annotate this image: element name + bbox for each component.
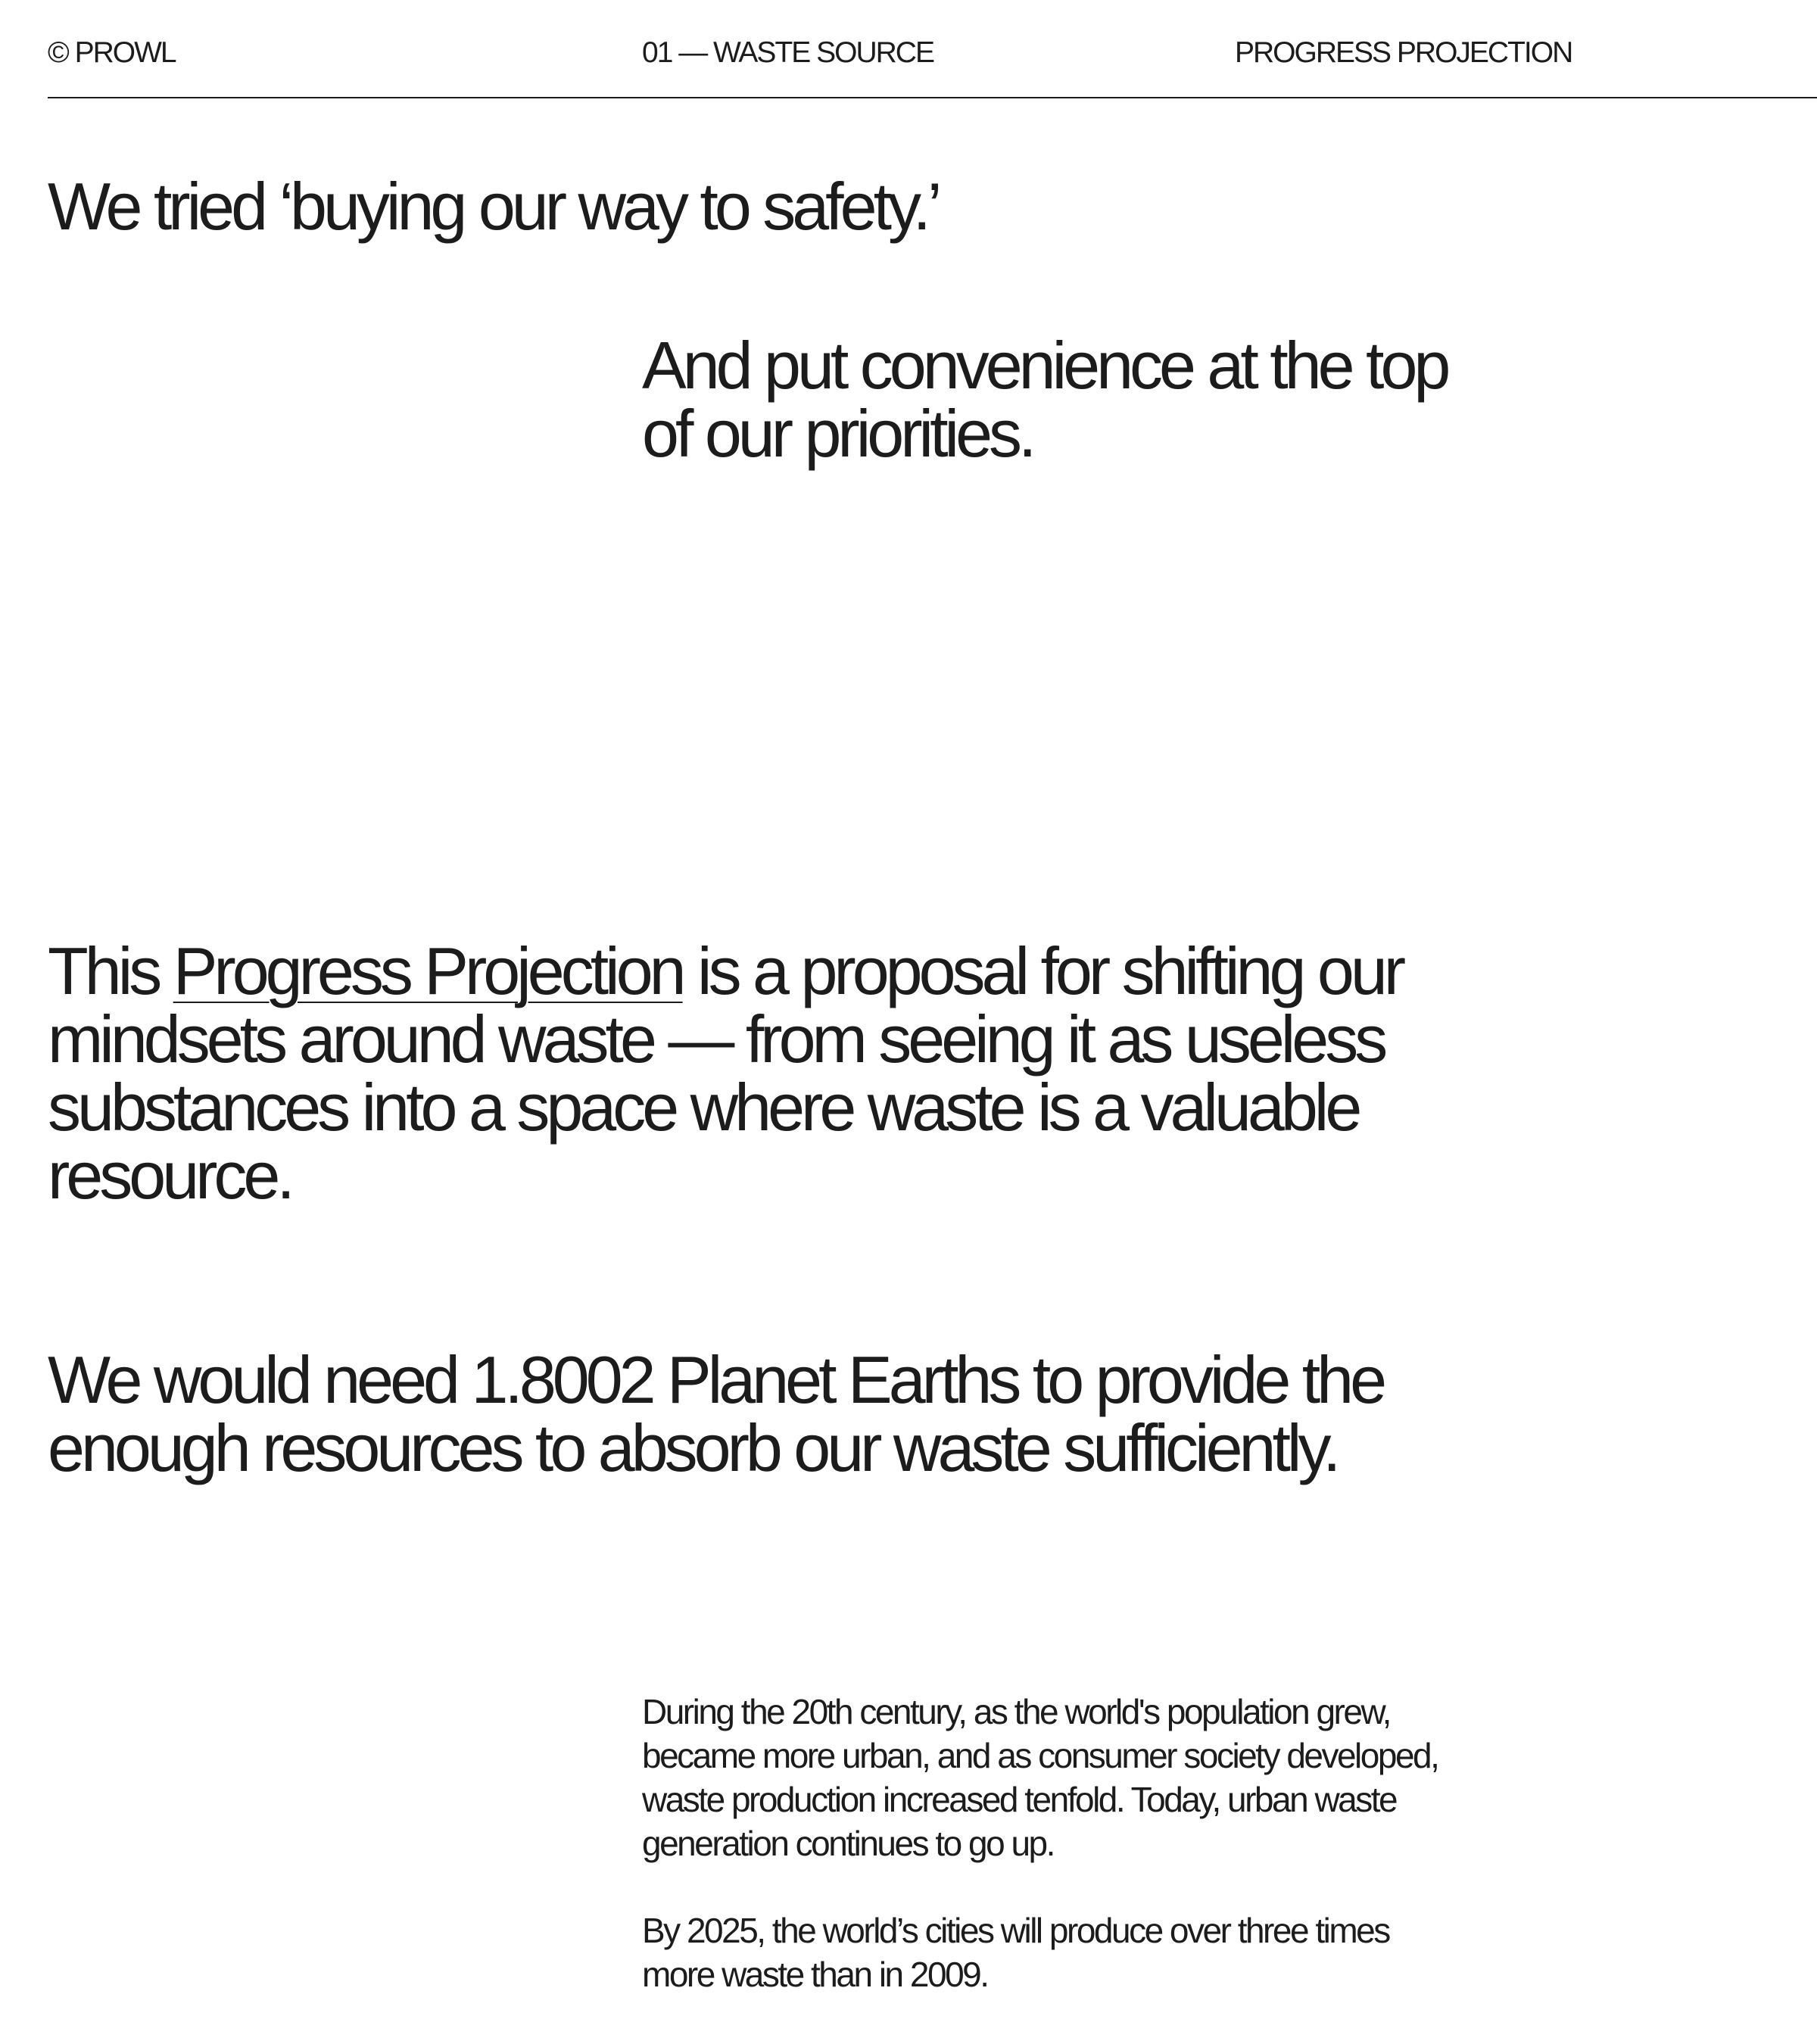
- waste-history-paragraph: [642, 1690, 1520, 1865]
- proposal-line-1-rest: is a proposal for shifting our: [682, 933, 1403, 1008]
- progress-projection-link[interactable]: Progress Projection: [173, 933, 683, 1008]
- waste-forecast-line-2: more waste than in 2009.: [642, 1955, 988, 1994]
- proposal-prefix: This: [48, 933, 173, 1008]
- section-label: 01 — WASTE SOURCE: [642, 36, 933, 69]
- headline-buying-safety: [48, 169, 939, 244]
- headline-buying-safety-text: We tried ‘buying our way to safety.’: [48, 169, 939, 244]
- proposal-line-2: mindsets around waste — from seeing it as useless: [48, 1002, 1385, 1077]
- waste-history-line-1: During the 20th century, as the world's population grew,: [642, 1692, 1390, 1731]
- project-title-link[interactable]: PROGRESS PROJECTION: [1235, 36, 1572, 69]
- waste-history-line-4: generation continues to go up.: [642, 1824, 1054, 1863]
- proposal-line-3: substances into a space where waste is a valuable: [48, 1070, 1359, 1145]
- brand-copyright[interactable]: © PROWL: [48, 36, 176, 69]
- headline-convenience: [642, 328, 1448, 471]
- proposal-line-4: resource.: [48, 1138, 291, 1213]
- planet-earths-line-1: We would need 1.8002 Planet Earths to provide the: [48, 1342, 1384, 1417]
- waste-forecast-line-1: By 2025, the world’s cities will produce over three times: [642, 1911, 1389, 1950]
- headline-convenience-line-2: of our priorities.: [642, 396, 1033, 471]
- proposal-statement: [48, 933, 1403, 1213]
- waste-history-line-3: waste production increased tenfold. Today, urban waste: [642, 1780, 1397, 1819]
- waste-forecast-paragraph: [642, 1908, 1520, 1996]
- planet-earths-line-2: enough resources to absorb our waste sufficiently.: [48, 1410, 1338, 1485]
- waste-history-line-2: became more urban, and as consumer society developed,: [642, 1736, 1438, 1775]
- top-navigation-bar: [48, 33, 1817, 98]
- headline-convenience-line-1: And put convenience at the top: [642, 328, 1448, 403]
- planet-earths-statement: [48, 1342, 1384, 1485]
- waste-facts-body: [642, 1690, 1520, 2039]
